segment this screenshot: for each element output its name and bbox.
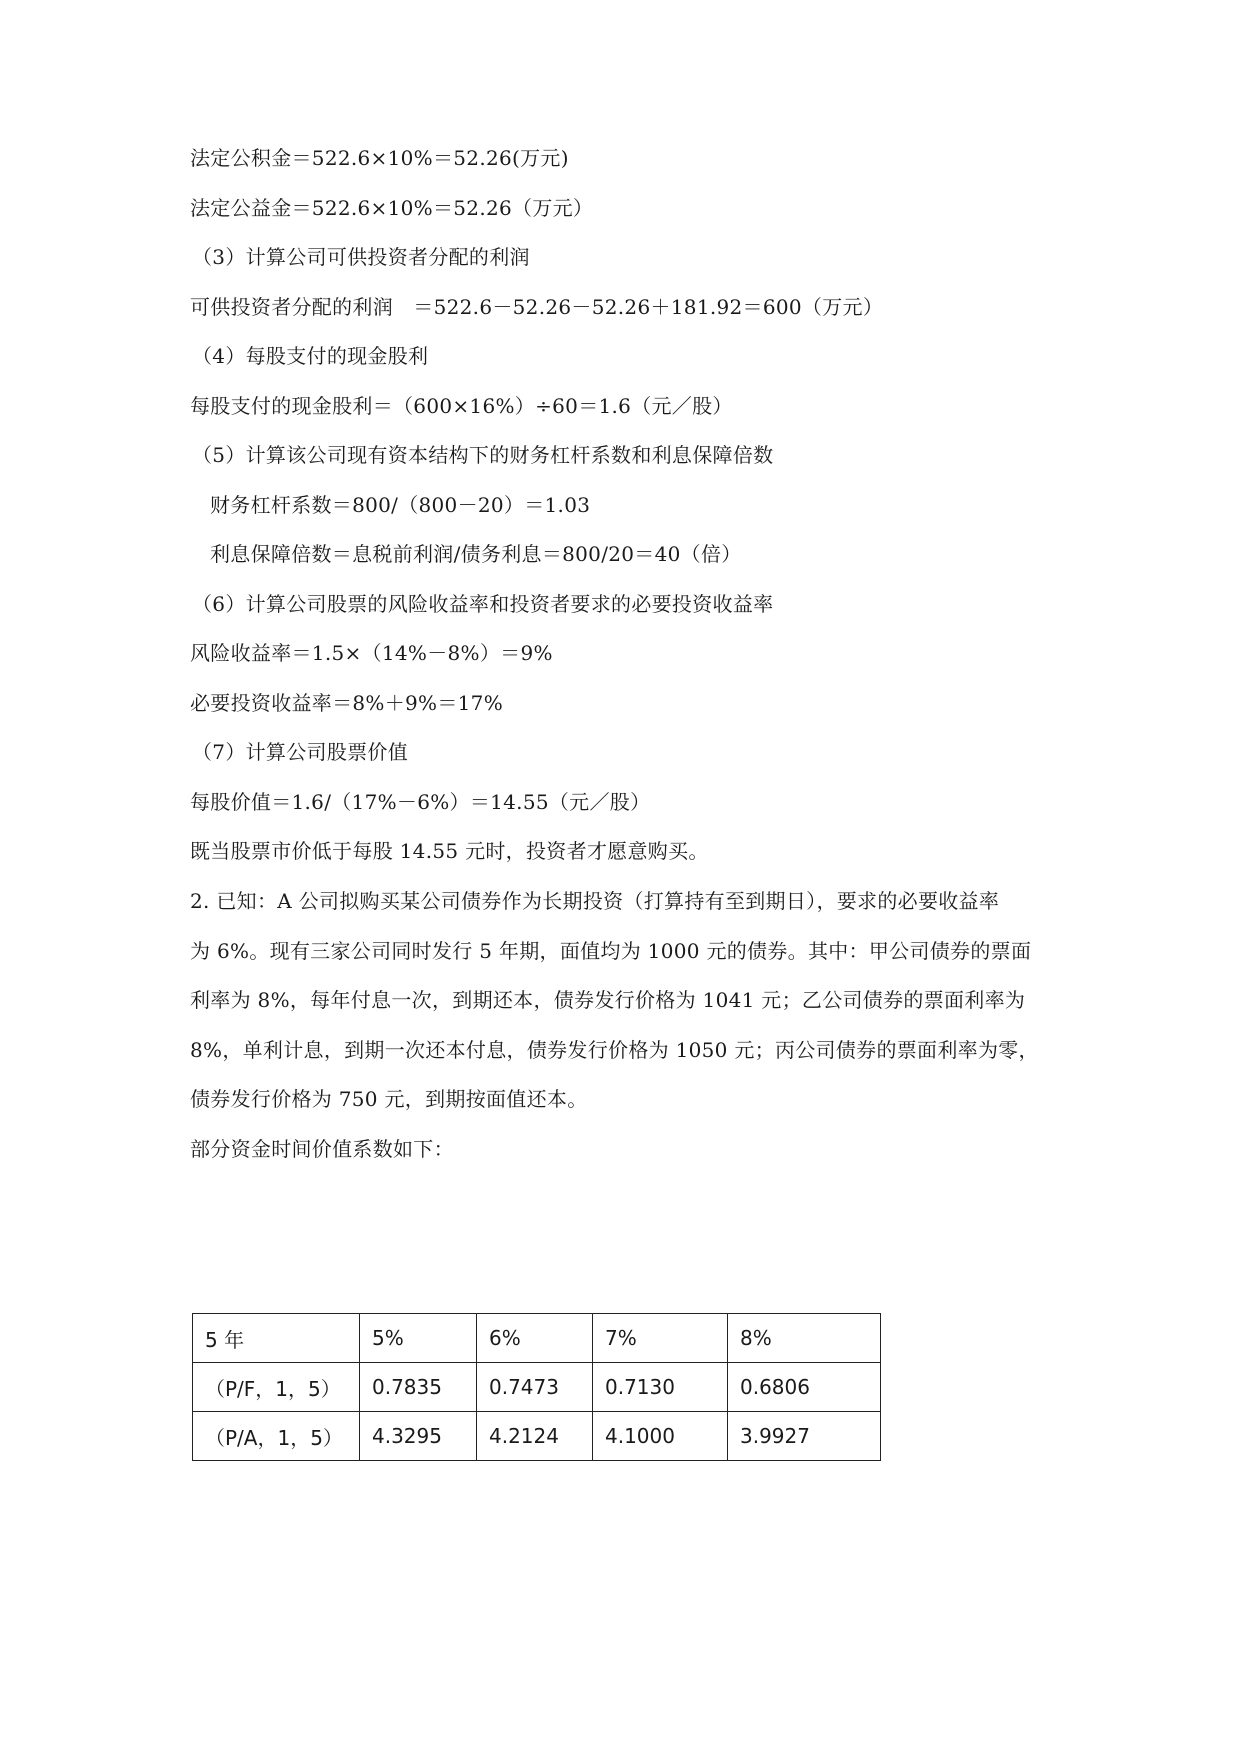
table-row [193,1363,881,1412]
table-cell: 4.3295 [360,1412,477,1461]
statutory-reserve-line: 法定公积金＝522.6×10%＝52.26(万元) [190,146,569,170]
question2-line-5: 债券发行价格为 750 元，到期按面值还本。 [190,1087,588,1111]
step7-heading: （7）计算公司股票价值 [192,740,409,764]
interest-coverage-line: 利息保障倍数＝息税前利润/债务利息＝800/20＝40（倍） [210,542,742,566]
conclusion-line: 既当股票市价低于每股 14.55 元时，投资者才愿意购买。 [190,839,709,863]
table-header-cell: 5% [360,1314,477,1363]
table-cell: 0.7835 [360,1363,477,1412]
step4-heading: （4）每股支付的现金股利 [192,344,429,368]
table-cell: 0.7130 [593,1363,728,1412]
statutory-welfare-line: 法定公益金＝522.6×10%＝52.26（万元） [190,196,594,220]
table-cell: 0.7473 [477,1363,593,1412]
time-value-coefficient-table [192,1313,881,1461]
table-row [193,1412,881,1461]
table-header-cell: 7% [593,1314,728,1363]
financial-leverage-line: 财务杠杆系数＝800/（800－20）＝1.03 [210,493,591,517]
share-value-line: 每股价值＝1.6/（17%－6%）＝14.55（元／股） [190,790,651,814]
table-cell: （P/F，1，5） [193,1363,360,1412]
step3-heading: （3）计算公司可供投资者分配的利润 [192,245,530,269]
table-intro: 部分资金时间价值系数如下： [190,1137,454,1161]
table-header-row [193,1314,881,1363]
table-header-cell: 8% [728,1314,881,1363]
table-header-cell: 5 年 [193,1314,360,1363]
question2-line-4: 8%，单利计息，到期一次还本付息，债券发行价格为 1050 元；丙公司债券的票面利率为零， [190,1038,1039,1062]
question2-line-3: 利率为 8%，每年付息一次，到期还本，债券发行价格为 1041 元；乙公司债券的票面利率为 [190,988,1026,1012]
table-cell: 0.6806 [728,1363,881,1412]
question2-line-1: 2. 已知：A 公司拟购买某公司债券作为长期投资（打算持有至到期日），要求的必要收益率 [190,889,1000,913]
step6-heading: （6）计算公司股票的风险收益率和投资者要求的必要投资收益率 [192,592,774,616]
table-cell: 4.1000 [593,1412,728,1461]
table-cell: （P/A，1，5） [193,1412,360,1461]
required-return-line: 必要投资收益率＝8%＋9%＝17% [190,691,504,715]
dividend-per-share-line: 每股支付的现金股利＝（600×16%）÷60＝1.6（元／股） [190,394,733,418]
step5-heading: （5）计算该公司现有资本结构下的财务杠杆系数和利息保障倍数 [192,443,774,467]
distributable-profit-line: 可供投资者分配的利润 ＝522.6－52.26－52.26＋181.92＝600（万元） [190,295,884,319]
question2-line-2: 为 6%。现有三家公司同时发行 5 年期，面值均为 1000 元的债券。其中：甲公司债券的票面 [190,939,1032,963]
table-cell: 4.2124 [477,1412,593,1461]
table-cell: 3.9927 [728,1412,881,1461]
table-header-cell: 6% [477,1314,593,1363]
risk-return-line: 风险收益率＝1.5×（14%－8%）＝9% [190,641,553,665]
